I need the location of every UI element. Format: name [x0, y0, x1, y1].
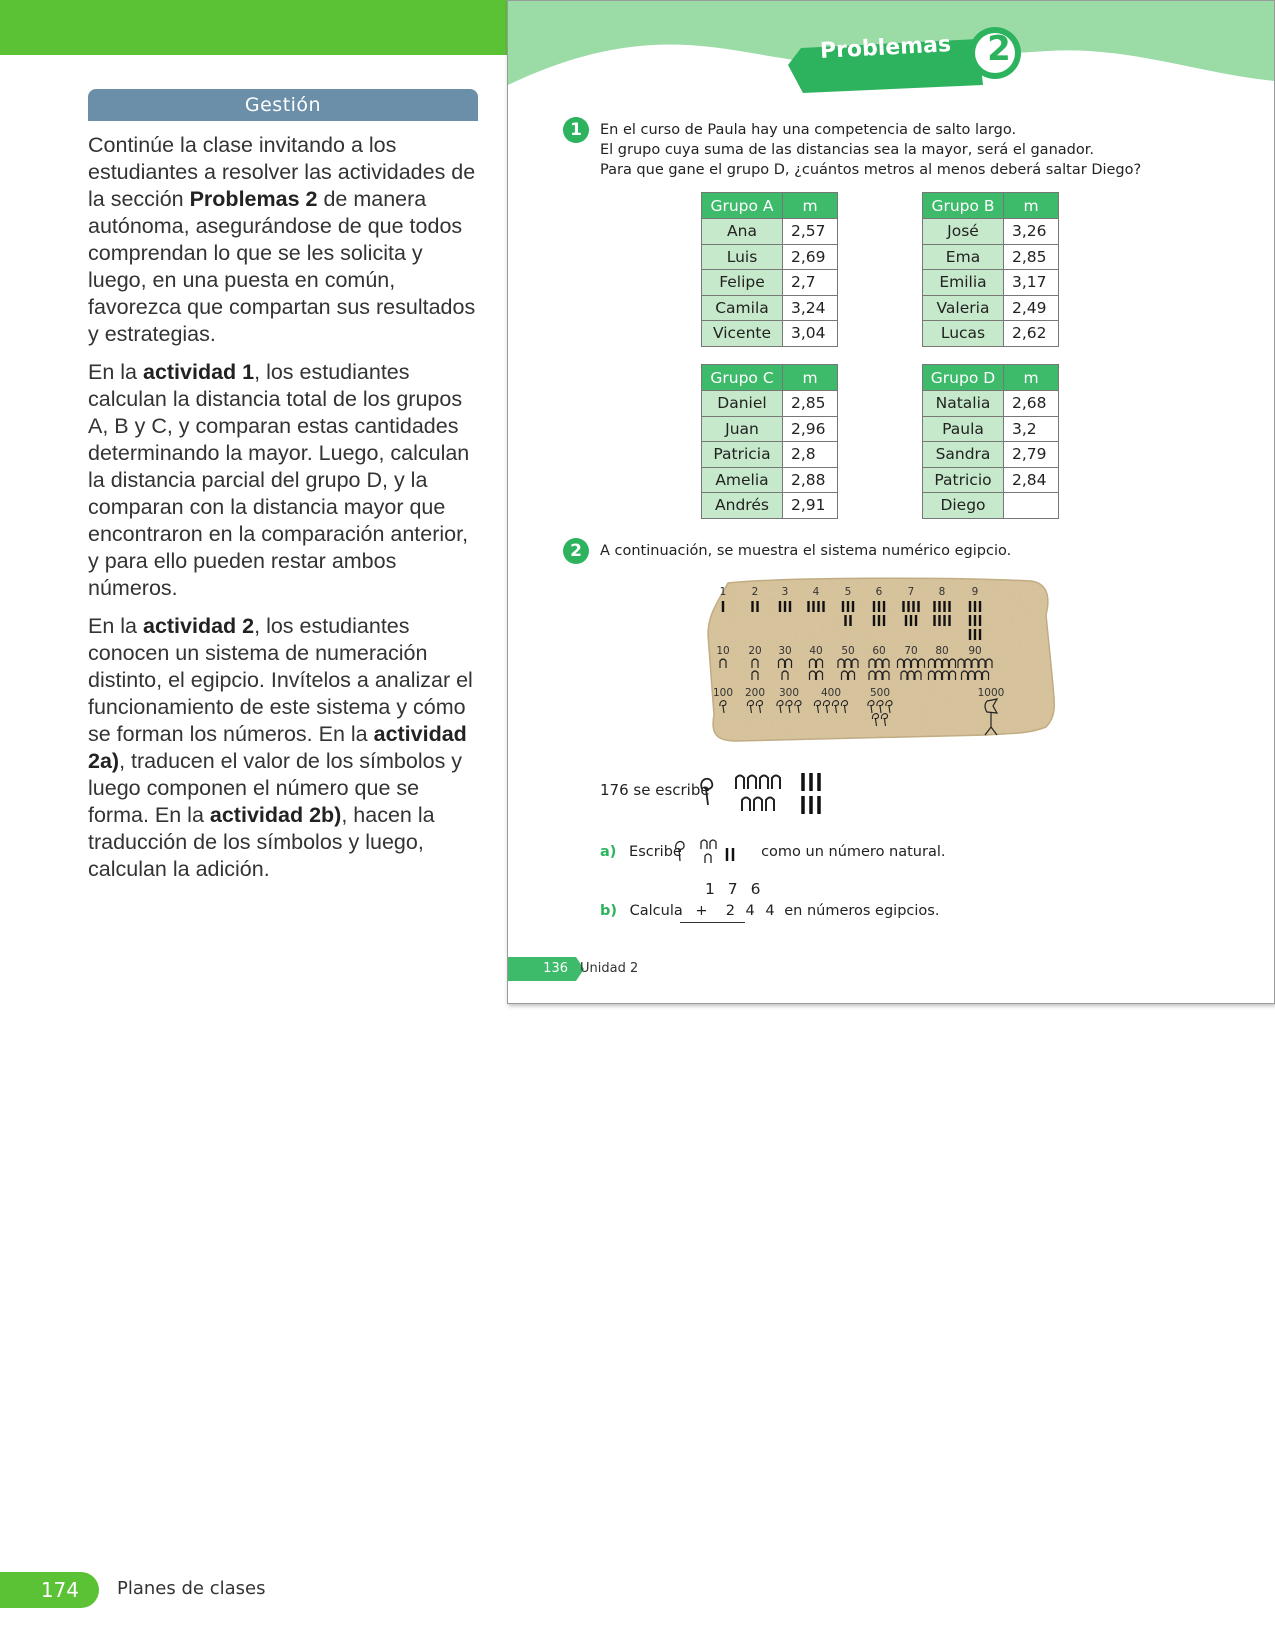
table-header-group: Grupo A	[702, 193, 783, 219]
numeral-label: 400	[820, 687, 842, 699]
item-a-post: como un número natural.	[761, 844, 946, 860]
calc-bottom-number: + 2 4 4	[695, 903, 778, 919]
numeral-label: 10	[716, 645, 730, 657]
numeral-label: 4	[812, 586, 820, 598]
jump-distance: 2,8	[783, 442, 838, 468]
student-name: Lucas	[923, 321, 1004, 347]
item-a	[600, 842, 945, 862]
student-name: Juan	[702, 416, 783, 442]
gestion-bold-term: actividad 2	[142, 614, 255, 638]
student-name: Paula	[923, 416, 1004, 442]
gestion-paragraph	[88, 613, 483, 883]
table-row	[923, 270, 1059, 296]
jump-distance: 2,85	[783, 391, 838, 417]
student-name: Camila	[702, 295, 783, 321]
numeral-label: 7	[907, 586, 915, 598]
table-header-group: Grupo B	[923, 193, 1004, 219]
student-name: Ema	[923, 244, 1004, 270]
problem-1-line: El grupo cuya suma de las distancias sea la mayor, será el ganador.	[600, 142, 1094, 158]
table-row	[923, 467, 1059, 493]
table-grupo-b	[922, 192, 1059, 347]
table-grupo-a	[701, 192, 838, 347]
numeral-label: 100	[712, 687, 734, 699]
table-row	[702, 467, 838, 493]
table-row	[702, 442, 838, 468]
student-name: Natalia	[923, 391, 1004, 417]
egyptian-numerals-stone	[706, 575, 1058, 747]
jump-distance: 2,68	[1004, 391, 1059, 417]
item-b-letter: b)	[600, 903, 618, 919]
jump-distance: 3,24	[783, 295, 838, 321]
gestion-header: Gestión	[88, 89, 478, 121]
numeral-label: 80	[935, 645, 949, 657]
numeral-label: 1	[719, 586, 727, 598]
table-header-unit: m	[783, 365, 838, 391]
jump-distance: 2,91	[783, 493, 838, 519]
problem-1-number: 1	[563, 117, 589, 143]
calc-underline	[680, 922, 745, 923]
table-row	[702, 321, 838, 347]
numeral-label: 200	[744, 687, 766, 699]
student-name: Vicente	[702, 321, 783, 347]
student-name: Luis	[702, 244, 783, 270]
gestion-bold-term: actividad 2b)	[209, 803, 342, 827]
example-text: 176 se escribe	[600, 781, 710, 799]
numeral-label: 30	[778, 645, 792, 657]
numeral-label: 3	[781, 586, 789, 598]
table-header-group: Grupo D	[923, 365, 1004, 391]
footer-page-number: 136	[543, 961, 568, 976]
egyptian-a-glyphs	[674, 837, 744, 869]
table-row	[702, 270, 838, 296]
jump-distance: 2,62	[1004, 321, 1059, 347]
jump-distance[interactable]	[1004, 493, 1059, 519]
jump-distance: 2,7	[783, 270, 838, 296]
table-row	[923, 219, 1059, 245]
gestion-text: de manera autónoma, asegurándose de que todos comprendan lo que se les solicita y luego, en una puesta en común, favorezca que compartan sus resultados y estrategias.	[88, 187, 476, 346]
table-header-group: Grupo C	[702, 365, 783, 391]
gestion-text: En la	[88, 614, 143, 638]
egyptian-176-glyphs	[696, 771, 846, 821]
numeral-label: 6	[875, 586, 883, 598]
table-row	[702, 391, 838, 417]
table-row	[702, 493, 838, 519]
gestion-bold-term: Problemas 2	[189, 187, 318, 211]
footer-unit-label: Unidad 2	[580, 961, 639, 976]
student-name: Amelia	[702, 467, 783, 493]
numeral-label: 300	[778, 687, 800, 699]
problem-1-line: Para que gane el grupo D, ¿cuántos metros al menos deberá saltar Diego?	[600, 162, 1142, 178]
numeral-label: 40	[809, 645, 823, 657]
numeral-label: 70	[904, 645, 918, 657]
table-row	[923, 391, 1059, 417]
item-a-pre: Escribe	[629, 844, 682, 860]
table-grupo-d	[922, 364, 1059, 519]
table-row	[702, 416, 838, 442]
jump-distance: 2,57	[783, 219, 838, 245]
problem-2-number: 2	[563, 538, 589, 564]
numeral-label: 1000	[977, 687, 1005, 699]
numeral-label: 90	[968, 645, 982, 657]
example-176	[600, 781, 710, 799]
student-name: Sandra	[923, 442, 1004, 468]
table-header-unit: m	[1004, 193, 1059, 219]
numeral-label: 50	[841, 645, 855, 657]
table-row	[923, 321, 1059, 347]
student-name: Daniel	[702, 391, 783, 417]
numeral-label: 500	[869, 687, 891, 699]
gestion-text: , los estudiantes conocen un sistema de numeración distinto, el egipcio. Invítelos a analizar el funcionamiento de este sistema y cómo se forman los números. En la	[88, 614, 473, 746]
jump-distance: 3,17	[1004, 270, 1059, 296]
student-name: Diego	[923, 493, 1004, 519]
problemas-number: 2	[987, 29, 1011, 69]
table-row	[702, 244, 838, 270]
calc-top-number: 1 7 6	[705, 880, 765, 898]
table-row	[702, 219, 838, 245]
student-name: José	[923, 219, 1004, 245]
gestion-text: Continúe la clase invitando a los estudiantes a resolver las actividades de la sección	[88, 133, 476, 211]
table-header-unit: m	[1004, 365, 1059, 391]
item-b	[600, 901, 939, 921]
jump-distance: 2,85	[1004, 244, 1059, 270]
jump-distance: 2,96	[783, 416, 838, 442]
gestion-paragraph	[88, 132, 483, 348]
jump-distance: 2,69	[783, 244, 838, 270]
jump-distance: 2,88	[783, 467, 838, 493]
numeral-label: 5	[844, 586, 852, 598]
numeral-label: 20	[748, 645, 762, 657]
problemas-label: Problemas	[819, 32, 952, 64]
numeral-label: 8	[938, 586, 946, 598]
student-name: Felipe	[702, 270, 783, 296]
numeral-label: 2	[751, 586, 759, 598]
table-grupo-c	[701, 364, 838, 519]
table-row	[923, 244, 1059, 270]
problem-1-line: En el curso de Paula hay una competencia de salto largo.	[600, 122, 1017, 138]
jump-distance: 2,84	[1004, 467, 1059, 493]
item-b-pre: Calcula	[629, 903, 683, 919]
gestion-body	[88, 132, 483, 894]
top-green-bar	[0, 0, 510, 55]
gestion-text: , traducen el valor de los símbolos y luego componen el número que se forma. En la	[88, 749, 463, 827]
student-name: Valeria	[923, 295, 1004, 321]
table-row	[923, 295, 1059, 321]
item-b-post: en números egipcios.	[784, 903, 940, 919]
student-name: Patricia	[702, 442, 783, 468]
outer-page-number: 174	[0, 1572, 99, 1608]
table-row	[923, 493, 1059, 519]
item-a-letter: a)	[600, 844, 617, 860]
table-row	[923, 416, 1059, 442]
gestion-bold-term: actividad 1	[142, 360, 255, 384]
numeral-label: 9	[971, 586, 979, 598]
gestion-text: , los estudiantes calculan la distancia total de los grupos A, B y C, y comparan estas cantidades determinando la mayor. Luego, calculan la distancia parcial del grupo D, y la comparan con la distancia mayor que encontraron en la comparación anterior, y para ello pueden restar ambos números.	[88, 360, 470, 600]
jump-distance: 3,04	[783, 321, 838, 347]
jump-distance: 3,2	[1004, 416, 1059, 442]
table-row	[923, 442, 1059, 468]
gestion-text: , hacen la traducción de los símbolos y luego, calculan la adición.	[88, 803, 435, 881]
problem-2-intro: A continuación, se muestra el sistema numérico egipcio.	[600, 543, 1012, 559]
outer-footer-label: Planes de clases	[117, 1578, 266, 1599]
student-name: Ana	[702, 219, 783, 245]
gestion-bold-term: actividad 2a)	[88, 722, 467, 773]
student-name: Patricio	[923, 467, 1004, 493]
student-name: Andrés	[702, 493, 783, 519]
table-header-unit: m	[783, 193, 838, 219]
gestion-paragraph	[88, 359, 483, 602]
student-name: Emilia	[923, 270, 1004, 296]
jump-distance: 2,49	[1004, 295, 1059, 321]
problem-1-text	[600, 120, 1141, 180]
jump-distance: 3,26	[1004, 219, 1059, 245]
student-page	[507, 0, 1275, 1004]
jump-distance: 2,79	[1004, 442, 1059, 468]
table-row	[702, 295, 838, 321]
gestion-text: En la	[88, 360, 143, 384]
numeral-label: 60	[872, 645, 886, 657]
